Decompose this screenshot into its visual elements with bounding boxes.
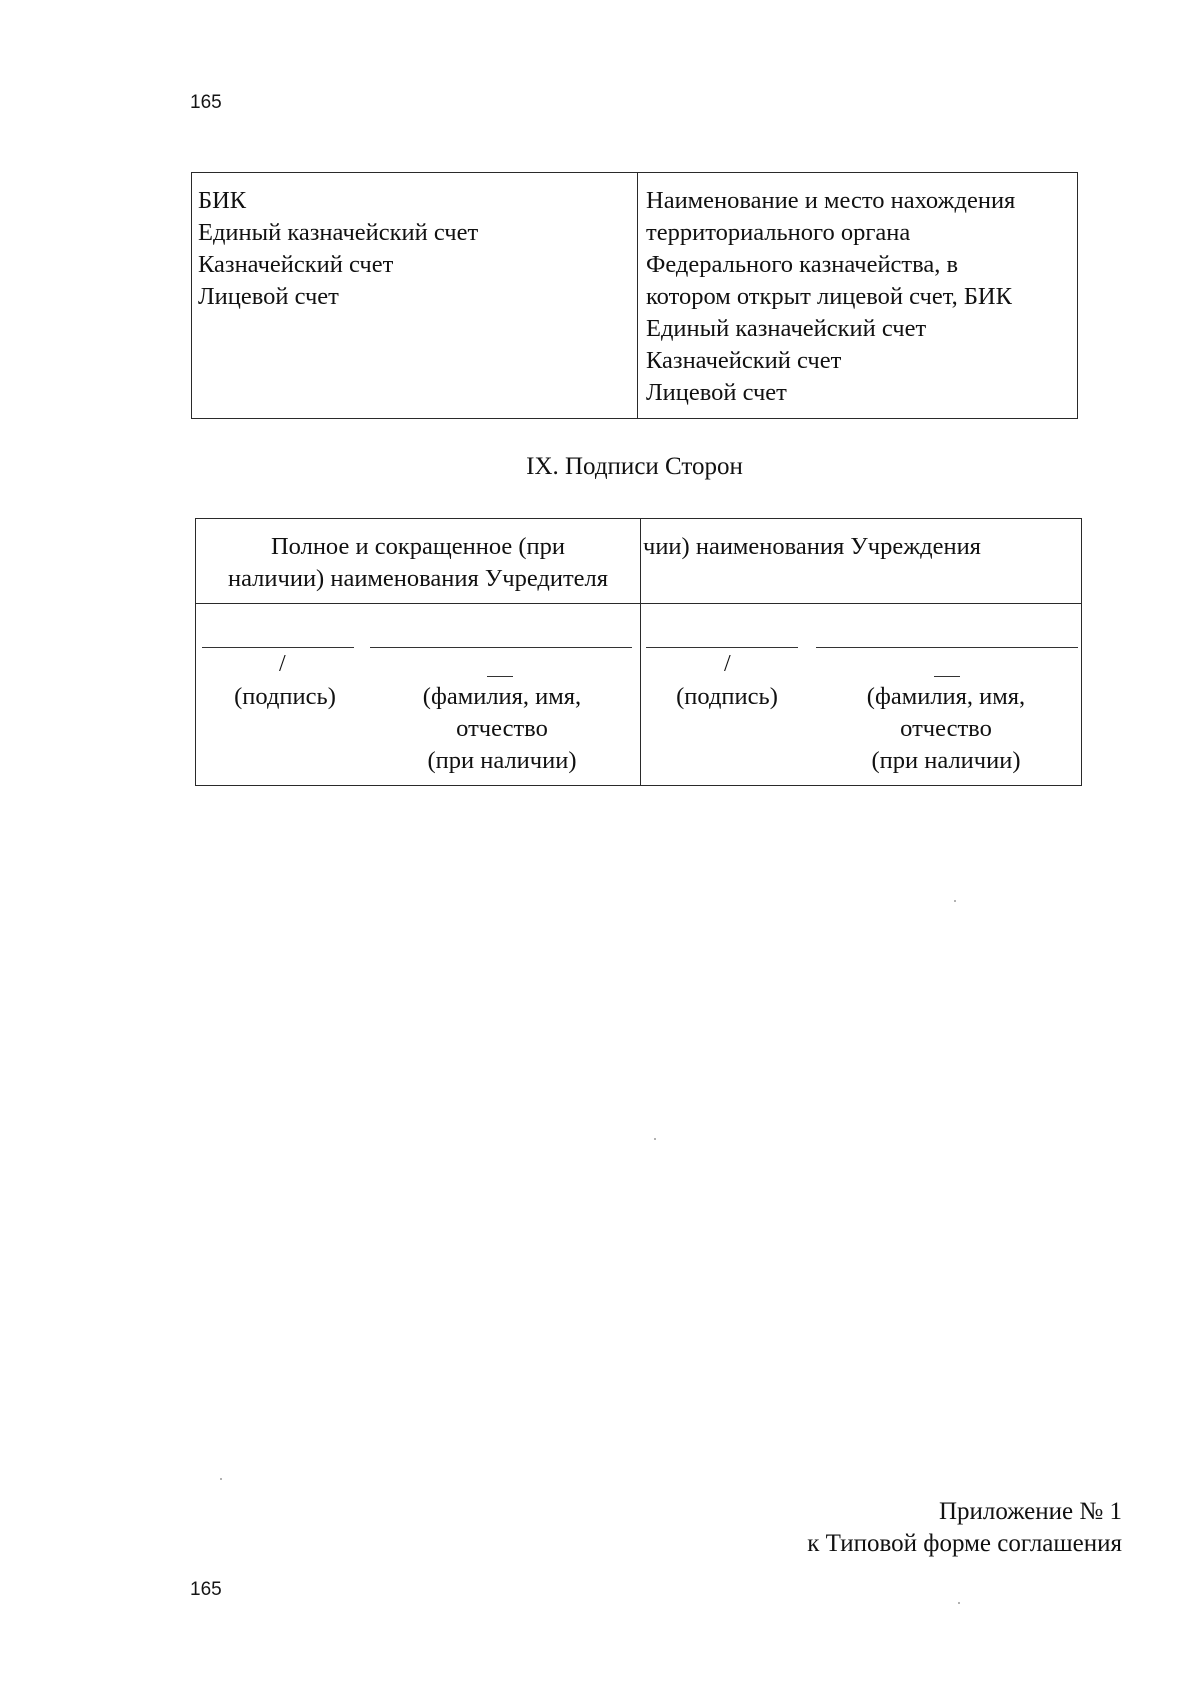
bank-detail-line: Единый казначейский счет bbox=[198, 219, 479, 246]
page-number-bottom: 165 bbox=[190, 1579, 222, 1600]
name-caption-line: (при наличии) bbox=[427, 747, 577, 774]
appendix-note bbox=[807, 1496, 1122, 1560]
bank-details-table bbox=[191, 172, 1078, 419]
founder-name-caption bbox=[392, 681, 612, 777]
founder-bank-details-cell bbox=[192, 173, 638, 418]
name-caption-line: (при наличии) bbox=[871, 747, 1021, 774]
section-title: IX. Подписи Сторон bbox=[526, 453, 743, 480]
institution-slash: / bbox=[724, 651, 731, 677]
bank-detail-line: Казначейский счет bbox=[198, 251, 394, 278]
founder-header-line: Полное и сокращенное (при bbox=[270, 533, 566, 560]
column-divider bbox=[640, 519, 641, 785]
scan-speck bbox=[654, 1138, 656, 1140]
bank-detail-line: Единый казначейский счет bbox=[646, 315, 927, 342]
founder-signature-line bbox=[202, 647, 354, 648]
institution-name-header: чии) наименования Учреждения bbox=[643, 533, 981, 560]
institution-bank-details-cell bbox=[638, 173, 1077, 418]
founder-dash-mark bbox=[487, 676, 513, 677]
scan-speck bbox=[954, 900, 956, 902]
institution-dash-mark bbox=[934, 676, 960, 677]
founder-header-line: наличии) наименования Учредителя bbox=[227, 565, 609, 592]
name-caption-line: отчество bbox=[456, 715, 548, 742]
founder-name-header bbox=[196, 531, 640, 595]
bank-detail-line: Лицевой счет bbox=[198, 283, 339, 310]
bank-detail-line: Наименование и место нахождения bbox=[646, 187, 1016, 214]
bank-detail-line: Федерального казначейства, в bbox=[646, 251, 959, 278]
bank-detail-line: котором открыт лицевой счет, БИК bbox=[646, 283, 1012, 310]
institution-name-caption bbox=[836, 681, 1056, 777]
appendix-subtitle: к Типовой форме соглашения bbox=[807, 1530, 1122, 1557]
founder-signature-caption: (подпись) bbox=[234, 683, 336, 710]
name-caption-line: (фамилия, имя, bbox=[866, 683, 1026, 710]
bank-detail-line: БИК bbox=[198, 187, 247, 214]
institution-name-line bbox=[816, 647, 1078, 648]
bank-detail-line: Казначейский счет bbox=[646, 347, 842, 374]
founder-name-line bbox=[370, 647, 632, 648]
signatures-table bbox=[195, 518, 1082, 786]
page-number-top: 165 bbox=[190, 92, 222, 113]
name-caption-line: отчество bbox=[900, 715, 992, 742]
bank-detail-line: территориального органа bbox=[646, 219, 911, 246]
appendix-title: Приложение № 1 bbox=[938, 1498, 1122, 1525]
bank-detail-line: Лицевой счет bbox=[646, 379, 787, 406]
scan-speck bbox=[220, 1478, 222, 1480]
scan-speck bbox=[958, 1602, 960, 1604]
institution-signature-caption: (подпись) bbox=[676, 683, 778, 710]
institution-signature-line bbox=[646, 647, 798, 648]
name-caption-line: (фамилия, имя, bbox=[422, 683, 582, 710]
founder-slash: / bbox=[279, 651, 286, 677]
